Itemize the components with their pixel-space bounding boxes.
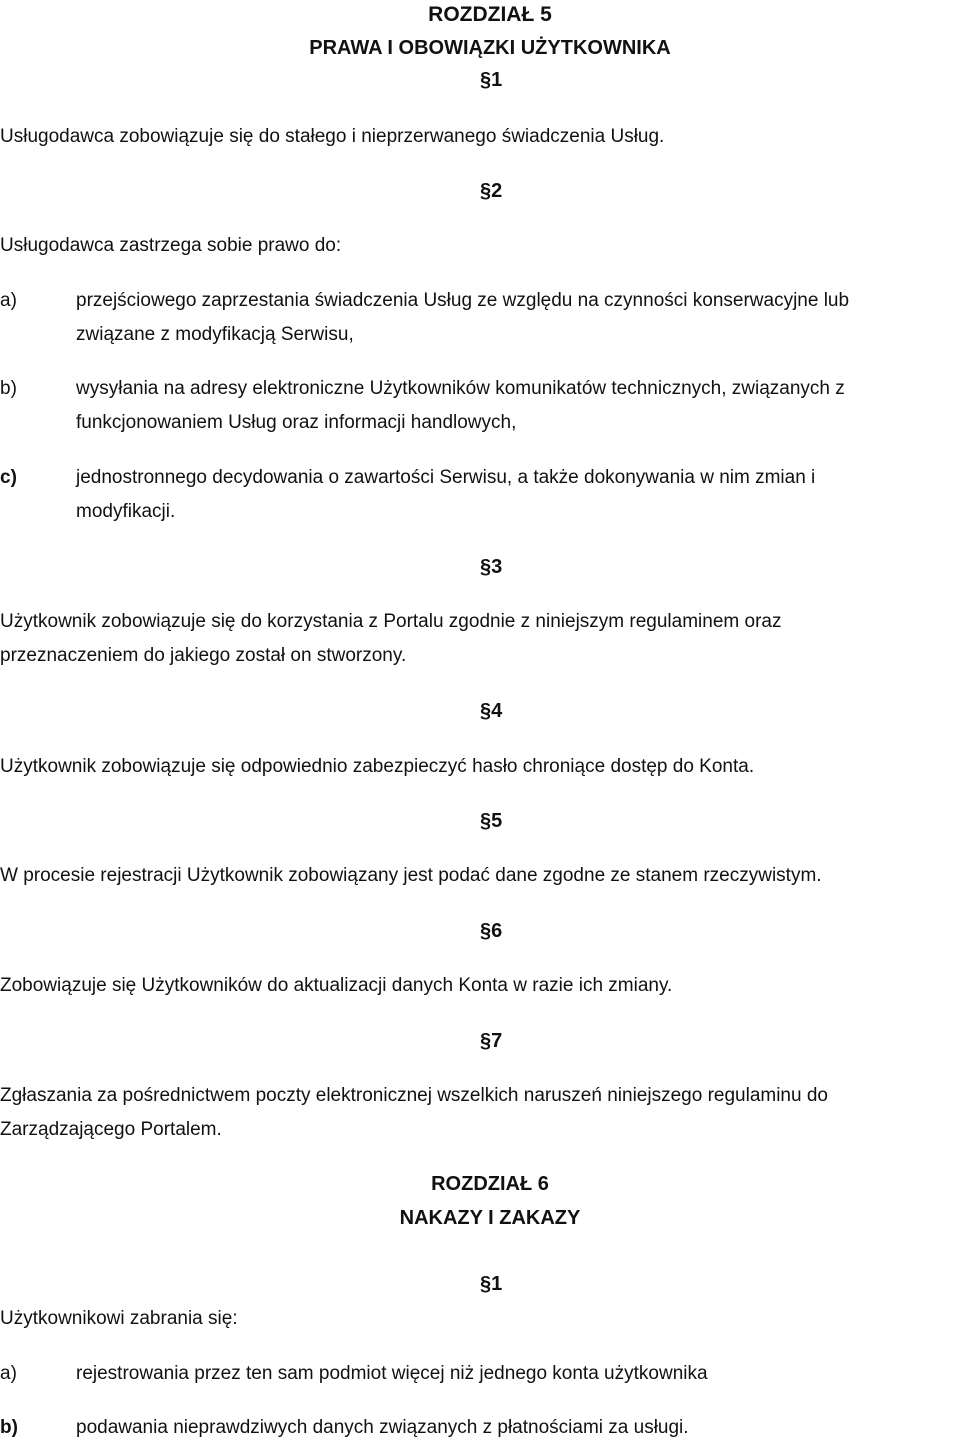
- list-item-text: przejściowego zaprzestania świadczenia Usług ze względu na czynności konserwacyjne lub: [76, 290, 850, 311]
- section-mark: §1: [480, 69, 503, 91]
- list-item-label: b): [0, 378, 17, 399]
- list-item-label: a): [0, 290, 17, 311]
- paragraph-text: Użytkownik zobowiązuje się do korzystania z Portalu zgodnie z niniejszym regulaminem oraz: [0, 611, 782, 632]
- paragraph-text: Usługodawca zobowiązuje się do stałego i nieprzerwanego świadczenia Usług.: [0, 126, 665, 147]
- chapter-number: ROZDZIAŁ 5: [428, 3, 552, 26]
- paragraph-text: Zobowiązuje się Użytkowników do aktualizacji danych Konta w razie ich zmiany.: [0, 975, 673, 996]
- chapter-title: NAKAZY I ZAKAZY: [399, 1207, 581, 1229]
- section-mark: §2: [480, 180, 503, 202]
- list-item-text: rejestrowania przez ten sam podmiot więcej niż jednego konta użytkownika: [76, 1363, 708, 1384]
- list-item-text: modyfikacji.: [76, 501, 176, 522]
- section-mark: §6: [480, 920, 503, 942]
- section-mark: §3: [480, 556, 503, 578]
- paragraph-text: Zarządzającego Portalem.: [0, 1119, 222, 1140]
- section-mark: §5: [480, 810, 503, 832]
- list-item-label: b): [0, 1417, 18, 1438]
- paragraph-text: przeznaczeniem do jakiego został on stworzony.: [0, 645, 407, 666]
- paragraph-intro: Użytkownikowi zabrania się:: [0, 1308, 238, 1329]
- paragraph-text: W procesie rejestracji Użytkownik zobowiązany jest podać dane zgodne ze stanem rzeczywistym.: [0, 865, 822, 886]
- list-item-text: wysyłania na adresy elektroniczne Użytkowników komunikatów technicznych, związanych z: [76, 378, 845, 399]
- chapter-title: PRAWA I OBOWIĄZKI UŻYTKOWNIKA: [309, 37, 671, 59]
- list-item-text: funkcjonowaniem Usług oraz informacji handlowych,: [76, 412, 517, 433]
- chapter-number: ROZDZIAŁ 6: [431, 1173, 549, 1195]
- list-item-text: podawania nieprawdziwych danych związanych z płatnościami za usługi.: [76, 1417, 689, 1438]
- list-item-label: a): [0, 1363, 17, 1384]
- section-mark: §7: [480, 1030, 503, 1052]
- section-mark: §4: [480, 700, 503, 722]
- list-item-text: związane z modyfikacją Serwisu,: [76, 324, 354, 345]
- section-mark: §1: [480, 1273, 503, 1295]
- paragraph-text: Użytkownik zobowiązuje się odpowiednio zabezpieczyć hasło chroniące dostęp do Konta.: [0, 756, 755, 777]
- list-item-label: c): [0, 467, 17, 488]
- paragraph-text: Zgłaszania za pośrednictwem poczty elektronicznej wszelkich naruszeń niniejszego regulaminu do: [0, 1085, 828, 1106]
- paragraph-intro: Usługodawca zastrzega sobie prawo do:: [0, 235, 342, 256]
- list-item-text: jednostronnego decydowania o zawartości Serwisu, a także dokonywania w nim zmian i: [76, 467, 816, 488]
